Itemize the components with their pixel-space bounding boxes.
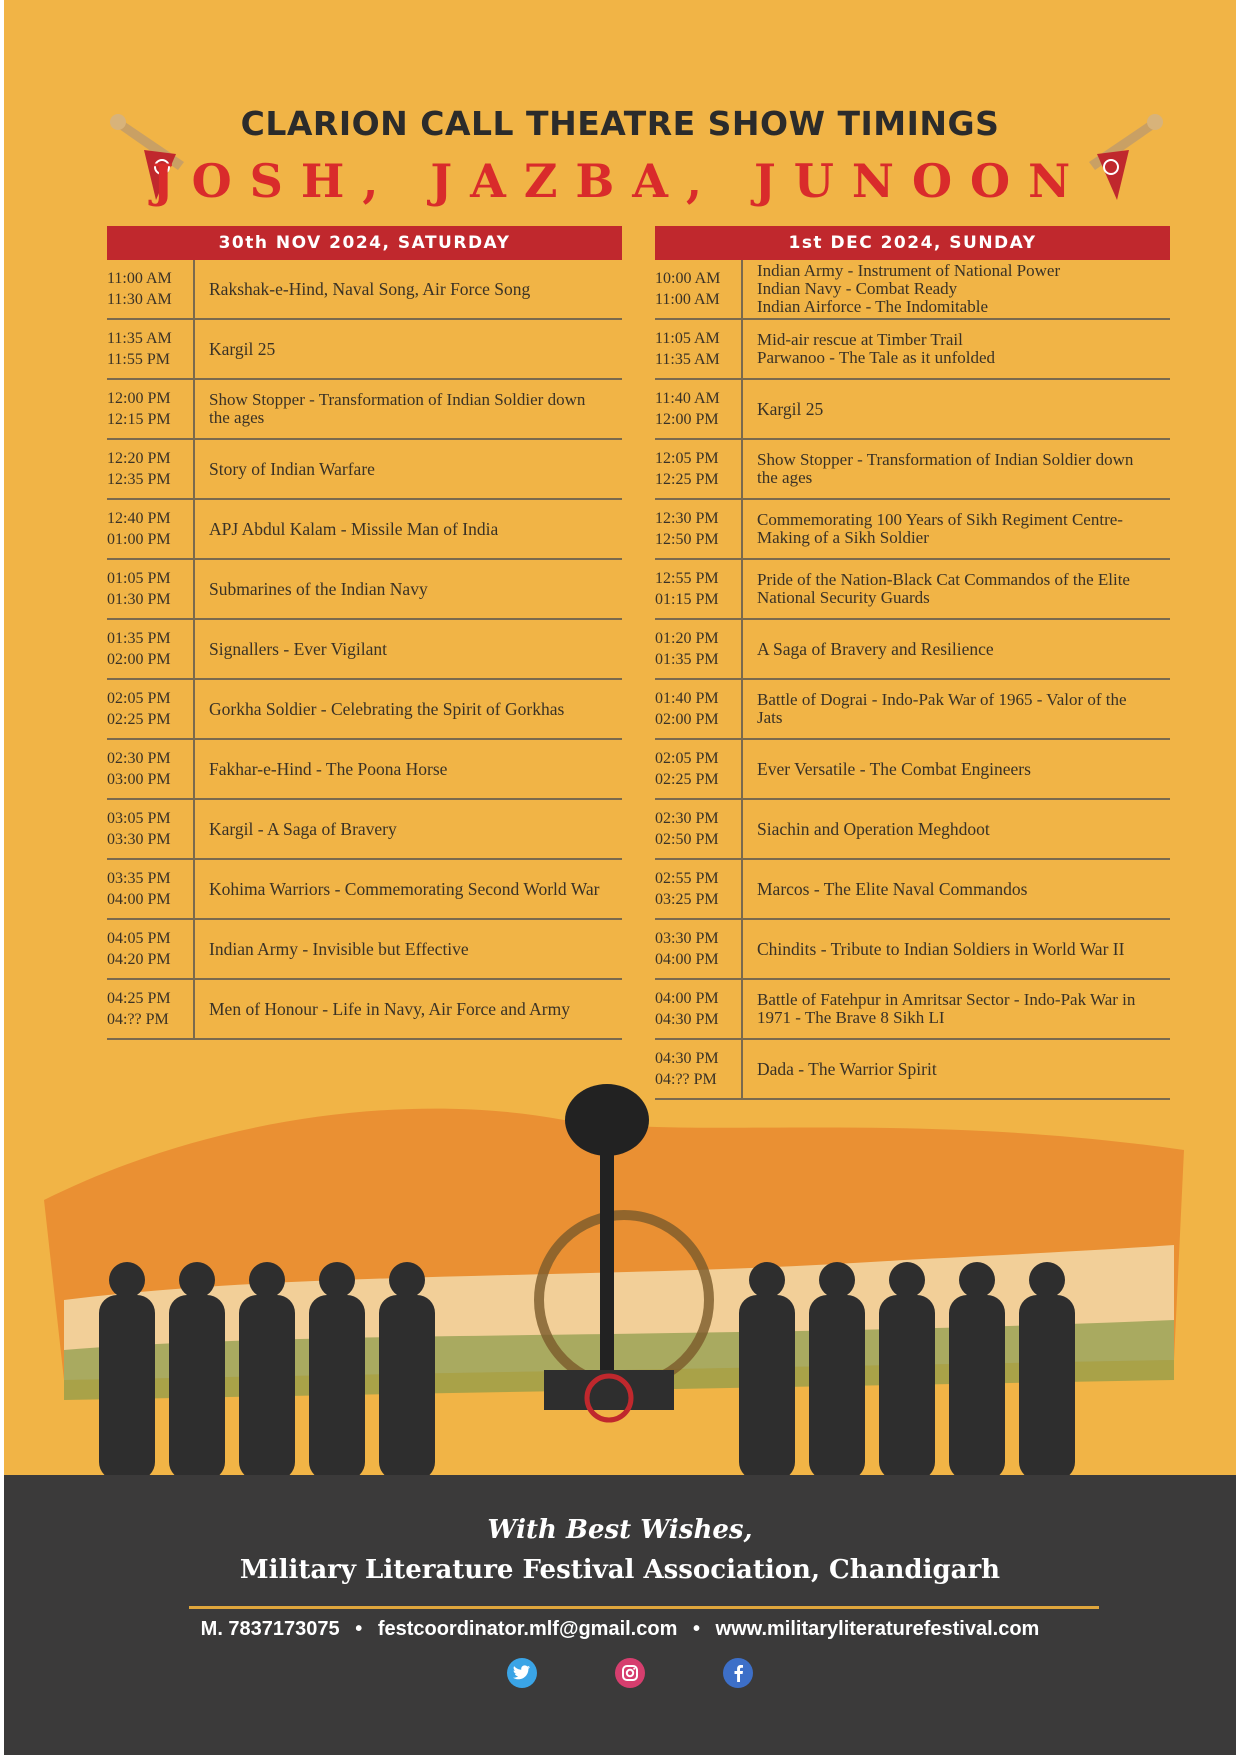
time-slot bbox=[655, 500, 743, 558]
time-slot bbox=[655, 440, 743, 498]
event-line: Indian Navy - Combat Ready bbox=[757, 279, 958, 298]
time-slot bbox=[655, 800, 743, 858]
event-line: Signallers - Ever Vigilant bbox=[209, 638, 387, 659]
time-end: 03:25 PM bbox=[655, 891, 719, 908]
time-end: 04:30 PM bbox=[655, 1011, 719, 1028]
event-title bbox=[743, 740, 1170, 798]
event-line: Submarines of the Indian Navy bbox=[209, 578, 428, 599]
wishes-text: With Best Wishes, bbox=[487, 1515, 753, 1545]
event-title bbox=[195, 980, 622, 1038]
event-line: Kargil 25 bbox=[757, 398, 824, 419]
time-slot bbox=[107, 320, 195, 378]
time-start: 04:30 PM bbox=[655, 1050, 719, 1067]
time-slot bbox=[655, 860, 743, 918]
time-start: 01:05 PM bbox=[107, 570, 171, 587]
time-slot bbox=[655, 380, 743, 438]
separator: • bbox=[355, 1618, 363, 1640]
time-start: 12:30 PM bbox=[655, 510, 719, 527]
time-end: 12:35 PM bbox=[107, 471, 171, 488]
schedule-row bbox=[655, 680, 1170, 740]
event-title bbox=[195, 920, 622, 978]
event-title bbox=[743, 500, 1170, 558]
time-slot bbox=[655, 980, 743, 1038]
schedule-row bbox=[655, 740, 1170, 800]
event-line: Show Stopper - Transformation of Indian Soldier down bbox=[209, 390, 586, 409]
event-title bbox=[743, 620, 1170, 678]
event-line: Fakhar-e-Hind - The Poona Horse bbox=[209, 758, 448, 779]
organization-name: Military Literature Festival Association, Chandigarh bbox=[239, 1555, 1001, 1585]
time-start: 01:20 PM bbox=[655, 630, 719, 647]
helmet bbox=[565, 1084, 649, 1156]
time-end: 02:25 PM bbox=[655, 771, 719, 788]
event-line: National Security Guards bbox=[757, 588, 930, 607]
event-title bbox=[195, 620, 622, 678]
event-line: the ages bbox=[757, 468, 813, 487]
time-end: 01:15 PM bbox=[655, 591, 719, 608]
event-line: Mid-air rescue at Timber Trail bbox=[757, 330, 963, 349]
time-start: 12:05 PM bbox=[655, 450, 719, 467]
event-title bbox=[195, 380, 622, 438]
event-line: Story of Indian Warfare bbox=[209, 458, 375, 479]
event-title bbox=[195, 860, 622, 918]
event-line: Gorkha Soldier - Celebrating the Spirit of Gorkhas bbox=[209, 698, 565, 719]
schedule-row bbox=[107, 920, 622, 980]
event-line: Siachin and Operation Meghdoot bbox=[757, 818, 990, 839]
event-line: Indian Airforce - The Indomitable bbox=[757, 297, 988, 316]
time-start: 12:55 PM bbox=[655, 570, 719, 587]
event-line: Marcos - The Elite Naval Commandos bbox=[757, 878, 1028, 899]
time-start: 04:25 PM bbox=[107, 990, 171, 1007]
time-slot bbox=[655, 320, 743, 378]
time-start: 04:00 PM bbox=[655, 990, 719, 1007]
event-title bbox=[743, 920, 1170, 978]
time-slot bbox=[107, 440, 195, 498]
poster bbox=[4, 0, 1236, 1755]
time-start: 11:40 AM bbox=[655, 390, 720, 407]
event-title bbox=[743, 380, 1170, 438]
event-line: Jats bbox=[757, 708, 783, 727]
time-slot bbox=[655, 560, 743, 618]
time-start: 12:00 PM bbox=[107, 390, 171, 407]
schedule-row bbox=[655, 500, 1170, 560]
schedule-row bbox=[107, 500, 622, 560]
event-title bbox=[743, 260, 1170, 318]
time-slot bbox=[655, 260, 743, 318]
time-end: 11:55 PM bbox=[107, 351, 170, 368]
time-end: 04:?? PM bbox=[107, 1011, 169, 1028]
schedule-row bbox=[655, 380, 1170, 440]
time-end: 12:50 PM bbox=[655, 531, 719, 548]
page-subtitle: JOSH, JAZBA, JUNOON bbox=[151, 154, 1089, 208]
time-start: 01:35 PM bbox=[107, 630, 171, 647]
schedule-row bbox=[107, 620, 622, 680]
time-end: 12:25 PM bbox=[655, 471, 719, 488]
schedule-row bbox=[107, 380, 622, 440]
event-line: Chindits - Tribute to Indian Soldiers in World War II bbox=[757, 938, 1125, 959]
time-slot bbox=[107, 260, 195, 318]
event-line: Dada - The Warrior Spirit bbox=[757, 1058, 937, 1079]
schedule-row bbox=[107, 980, 622, 1040]
time-start: 02:05 PM bbox=[107, 690, 171, 707]
event-line: Kargil 25 bbox=[209, 338, 276, 359]
time-start: 12:20 PM bbox=[107, 450, 171, 467]
schedule-row bbox=[107, 680, 622, 740]
time-start: 03:30 PM bbox=[655, 930, 719, 947]
instagram-icon[interactable] bbox=[615, 1658, 645, 1688]
schedule-rows bbox=[107, 260, 622, 1040]
time-start: 02:30 PM bbox=[655, 810, 719, 827]
time-slot bbox=[655, 920, 743, 978]
time-start: 11:00 AM bbox=[107, 270, 172, 287]
schedule-row bbox=[655, 440, 1170, 500]
time-slot bbox=[107, 920, 195, 978]
schedule-row bbox=[107, 800, 622, 860]
schedule-row bbox=[655, 320, 1170, 380]
time-slot bbox=[655, 740, 743, 798]
day-heading: 30th NOV 2024, SATURDAY bbox=[107, 226, 622, 260]
event-line: Battle of Fatehpur in Amritsar Sector - Indo-Pak War in bbox=[757, 990, 1136, 1009]
time-end: 02:25 PM bbox=[107, 711, 171, 728]
schedule-row bbox=[655, 620, 1170, 680]
event-line: Rakshak-e-Hind, Naval Song, Air Force Song bbox=[209, 278, 531, 299]
event-line: Kargil - A Saga of Bravery bbox=[209, 818, 397, 839]
time-slot bbox=[107, 380, 195, 438]
schedule-row bbox=[107, 320, 622, 380]
schedule-day-1 bbox=[107, 226, 622, 1040]
time-start: 03:35 PM bbox=[107, 870, 171, 887]
email-link[interactable]: festcoordinator.mlf@gmail.com bbox=[377, 1618, 678, 1640]
time-end: 11:30 AM bbox=[107, 291, 172, 308]
event-title bbox=[195, 260, 622, 318]
schedule-row bbox=[107, 440, 622, 500]
schedule-row bbox=[107, 260, 622, 320]
event-title bbox=[743, 560, 1170, 618]
time-end: 02:00 PM bbox=[655, 711, 719, 728]
event-line: Parwanoo - The Tale as it unfolded bbox=[757, 348, 996, 367]
event-title bbox=[195, 500, 622, 558]
event-title bbox=[195, 680, 622, 738]
time-end: 12:00 PM bbox=[655, 411, 719, 428]
event-title bbox=[195, 320, 622, 378]
time-start: 02:30 PM bbox=[107, 750, 171, 767]
time-end: 03:30 PM bbox=[107, 831, 171, 848]
time-end: 12:15 PM bbox=[107, 411, 171, 428]
separator: • bbox=[692, 1618, 700, 1640]
time-slot bbox=[107, 800, 195, 858]
time-start: 02:05 PM bbox=[655, 750, 719, 767]
event-title bbox=[195, 560, 622, 618]
phone-number: M. 7837173075 bbox=[200, 1618, 340, 1640]
event-line: the ages bbox=[209, 408, 265, 427]
event-line: Battle of Dograi - Indo-Pak War of 1965 - Valor of the bbox=[757, 690, 1127, 709]
facebook-icon[interactable] bbox=[723, 1658, 753, 1688]
time-start: 03:05 PM bbox=[107, 810, 171, 827]
time-end: 02:50 PM bbox=[655, 831, 719, 848]
time-start: 11:35 AM bbox=[107, 330, 172, 347]
event-line: Making of a Sikh Soldier bbox=[757, 528, 929, 547]
schedule-row bbox=[655, 860, 1170, 920]
event-title bbox=[743, 320, 1170, 378]
time-slot bbox=[107, 500, 195, 558]
divider bbox=[189, 1606, 1099, 1609]
time-start: 10:00 AM bbox=[655, 270, 721, 287]
schedule-row bbox=[655, 800, 1170, 860]
time-slot bbox=[107, 560, 195, 618]
twitter-icon[interactable] bbox=[507, 1658, 537, 1688]
day-heading: 1st DEC 2024, SUNDAY bbox=[655, 226, 1170, 260]
event-line: Men of Honour - Life in Navy, Air Force and Army bbox=[209, 998, 570, 1019]
schedule-row bbox=[655, 920, 1170, 980]
event-title bbox=[743, 440, 1170, 498]
rifle bbox=[600, 1120, 614, 1370]
footer bbox=[4, 1475, 1236, 1755]
time-end: 04:20 PM bbox=[107, 951, 171, 968]
time-start: 02:55 PM bbox=[655, 870, 719, 887]
event-title bbox=[195, 800, 622, 858]
event-line: Show Stopper - Transformation of Indian Soldier down bbox=[757, 450, 1134, 469]
time-slot bbox=[655, 620, 743, 678]
schedule-row bbox=[655, 560, 1170, 620]
event-line: Kohima Warriors - Commemorating Second World War bbox=[209, 878, 600, 899]
time-end: 01:35 PM bbox=[655, 651, 719, 668]
time-start: 11:05 AM bbox=[655, 330, 720, 347]
event-title bbox=[743, 860, 1170, 918]
time-end: 03:00 PM bbox=[107, 771, 171, 788]
time-slot bbox=[655, 680, 743, 738]
time-slot bbox=[107, 740, 195, 798]
schedule-day-2 bbox=[655, 226, 1170, 1100]
schedule-row bbox=[107, 560, 622, 620]
time-end: 02:00 PM bbox=[107, 651, 171, 668]
soldiers-salute-illustration bbox=[4, 1080, 1236, 1480]
time-end: 04:00 PM bbox=[107, 891, 171, 908]
time-slot bbox=[107, 680, 195, 738]
schedule-row bbox=[655, 980, 1170, 1040]
event-line: Pride of the Nation-Black Cat Commandos of the Elite bbox=[757, 570, 1130, 589]
time-start: 04:05 PM bbox=[107, 930, 171, 947]
event-line: A Saga of Bravery and Resilience bbox=[757, 638, 994, 659]
event-line: Ever Versatile - The Combat Engineers bbox=[757, 758, 1031, 779]
schedule-row bbox=[655, 260, 1170, 320]
time-slot bbox=[107, 620, 195, 678]
time-end: 04:?? PM bbox=[655, 1071, 717, 1088]
schedule-rows bbox=[655, 260, 1170, 1100]
time-end: 01:00 PM bbox=[107, 531, 171, 548]
time-start: 01:40 PM bbox=[655, 690, 719, 707]
event-line: Indian Army - Instrument of National Power bbox=[757, 261, 1061, 280]
page-title: CLARION CALL THEATRE SHOW TIMINGS bbox=[240, 104, 1000, 143]
event-line: Commemorating 100 Years of Sikh Regiment Centre- bbox=[757, 510, 1123, 529]
schedule-row bbox=[107, 740, 622, 800]
time-start: 12:40 PM bbox=[107, 510, 171, 527]
time-end: 01:30 PM bbox=[107, 591, 171, 608]
time-end: 11:00 AM bbox=[655, 291, 720, 308]
event-line: APJ Abdul Kalam - Missile Man of India bbox=[209, 518, 499, 539]
event-line: 1971 - The Brave 8 Sikh LI bbox=[757, 1008, 945, 1027]
event-title bbox=[195, 440, 622, 498]
event-title bbox=[743, 800, 1170, 858]
event-title bbox=[743, 680, 1170, 738]
event-line: Indian Army - Invisible but Effective bbox=[209, 938, 469, 959]
time-end: 11:35 AM bbox=[655, 351, 720, 368]
event-title bbox=[743, 980, 1170, 1038]
time-end: 04:00 PM bbox=[655, 951, 719, 968]
website-link[interactable]: www.militaryliteraturefestival.com bbox=[715, 1618, 1040, 1640]
time-slot bbox=[107, 860, 195, 918]
time-slot bbox=[107, 980, 195, 1038]
event-title bbox=[195, 740, 622, 798]
schedule-row bbox=[107, 860, 622, 920]
contact-line bbox=[4, 1618, 1236, 1641]
